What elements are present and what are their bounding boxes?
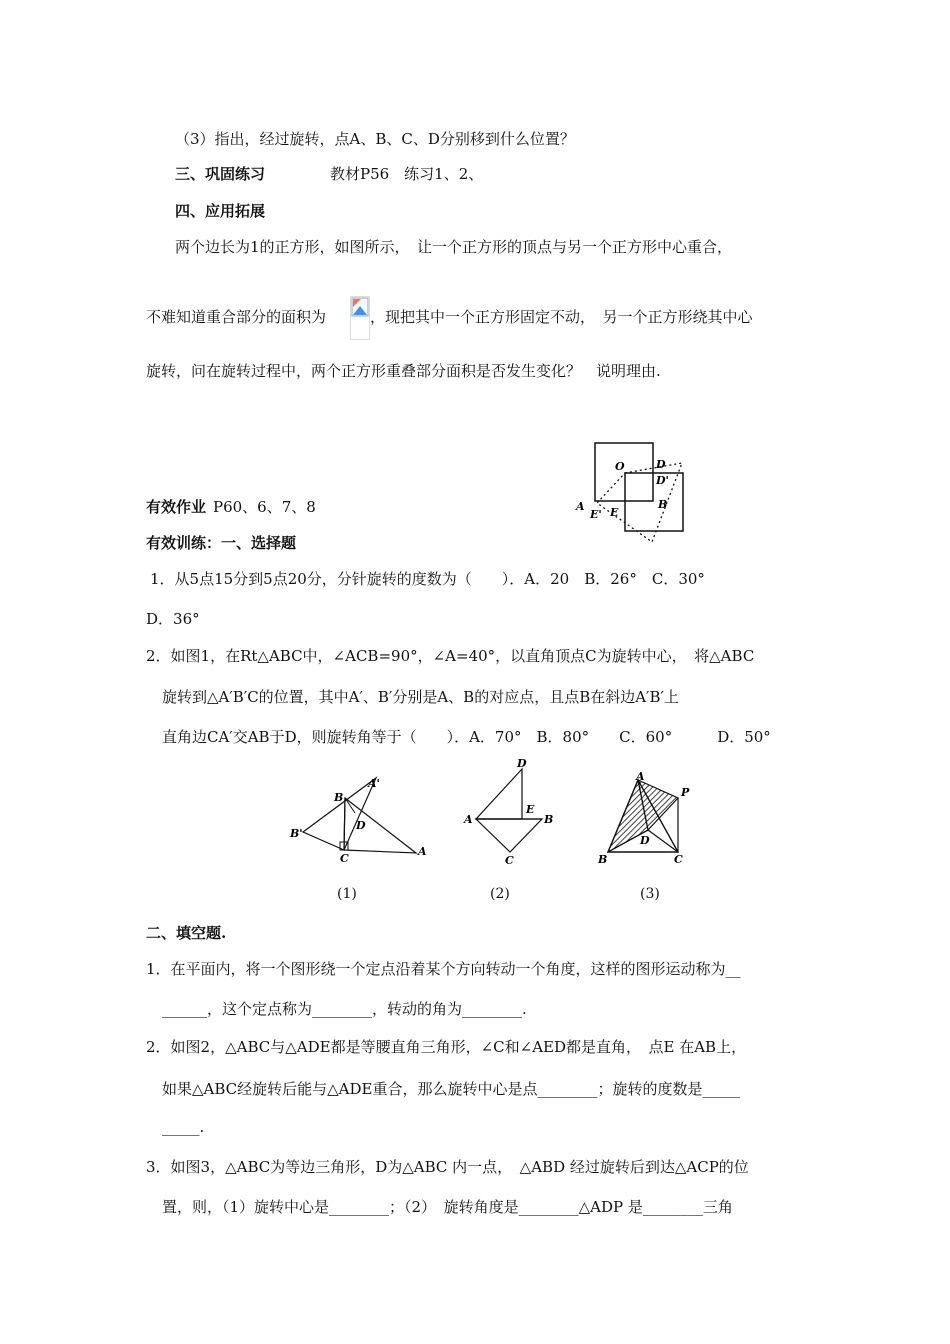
label-D: D	[640, 834, 650, 847]
label-A-prime: A'	[368, 777, 380, 790]
label-B: B	[544, 813, 554, 826]
label-D: D	[517, 757, 527, 770]
figure-3-caption: (3)	[640, 886, 660, 902]
question-line: 如果△ABC经旋转后能与△ADE重合，那么旋转中心是点________；旋转的度数是_____	[162, 1080, 740, 1098]
figure-3	[590, 770, 700, 870]
figure-2-caption: (2)	[490, 886, 510, 902]
question-line: 置，则，（1）旋转中心是________；（2） 旋转角度是________△ADP 是________三角	[162, 1198, 733, 1216]
label-B: B	[334, 791, 344, 804]
question-line: 2．如图1，在Rt△ABC中，∠ACB=90°，∠A=40°，以直角顶点C为旋转中心， 将△ABC	[146, 647, 755, 665]
question-line: 旋转到△A′B′C的位置，其中A′、B′分别是A、B的对应点，且点B在斜边A′B′上	[162, 688, 679, 706]
section-heading: 有效训练：一、选择题	[146, 534, 297, 552]
label-C: C	[505, 854, 514, 867]
label-O: O	[615, 460, 625, 473]
broken-image-icon	[351, 297, 369, 317]
section-heading: 四、应用拓展	[175, 202, 266, 220]
question-line: D．36°	[146, 610, 200, 628]
label-A: A	[576, 500, 585, 513]
label-B: B	[598, 853, 608, 866]
question-line: 3．如图3，△ABC为等边三角形，D为△ABC 内一点， △ABD 经过旋转后到达△ACP的位	[146, 1158, 749, 1176]
label-D: D	[656, 458, 666, 471]
label-C: C	[340, 852, 349, 865]
section-heading: 三、巩固练习	[175, 165, 266, 183]
label-C: C	[674, 853, 683, 866]
text-line: 不难知道重合部分的面积为	[146, 308, 327, 326]
question-line: 2．如图2，△ABC与△ADE都是等腰直角三角形，∠C和∠AED都是直角， 点E 在AB上，	[146, 1038, 747, 1056]
label-D: D	[356, 819, 366, 832]
label-E: E	[610, 506, 619, 519]
section-heading: 有效作业	[146, 498, 207, 516]
label-B-prime: B'	[290, 827, 303, 840]
question-line: _____.	[162, 1118, 205, 1136]
question-line: 1．从5点15分到5点20分，分针旋转的度数为（ ）．A．20 B．26° C．30°	[150, 570, 705, 588]
label-B: B	[658, 498, 668, 511]
label-P: P	[681, 786, 690, 799]
figure-2	[462, 757, 562, 867]
label-A: A	[418, 845, 427, 858]
label-A: A	[636, 770, 645, 783]
squares-figure	[570, 438, 695, 550]
text-line: 两个边长为1的正方形，如图所示， 让一个正方形的顶点与另一个正方形中心重合，	[175, 238, 733, 256]
text-line: P60、6、7、8	[213, 498, 316, 516]
text-line: 旋转，问在旋转过程中，两个正方形重叠部分面积是否发生变化？ 说明理由.	[146, 362, 661, 380]
section-heading: 二、填空题.	[146, 924, 227, 942]
text-line: ，现把其中一个正方形固定不动， 另一个正方形绕其中心	[370, 308, 753, 326]
text-line: 教材P56 练习1、2、	[330, 165, 484, 183]
label-E-prime: E'	[590, 508, 602, 521]
fraction-image	[350, 296, 370, 340]
label-E: E	[526, 803, 535, 816]
label-A: A	[464, 813, 473, 826]
question-line: 1．在平面内，将一个图形绕一个定点沿着某个方向转动一个角度，这样的图形运动称为__	[146, 960, 741, 978]
question-line: ______，这个定点称为________，转动的角为________.	[162, 1000, 527, 1018]
text-line: （3）指出，经过旋转，点A、B、C、D分别移到什么位置？	[175, 130, 575, 148]
figure-1-caption: (1)	[337, 886, 357, 902]
question-line: 直角边CA′交AB于D，则旋转角等于（ ）．A．70° B．80° C．60° D．50°	[162, 728, 771, 746]
label-D-prime: D'	[656, 474, 669, 487]
figure-1	[288, 765, 433, 865]
